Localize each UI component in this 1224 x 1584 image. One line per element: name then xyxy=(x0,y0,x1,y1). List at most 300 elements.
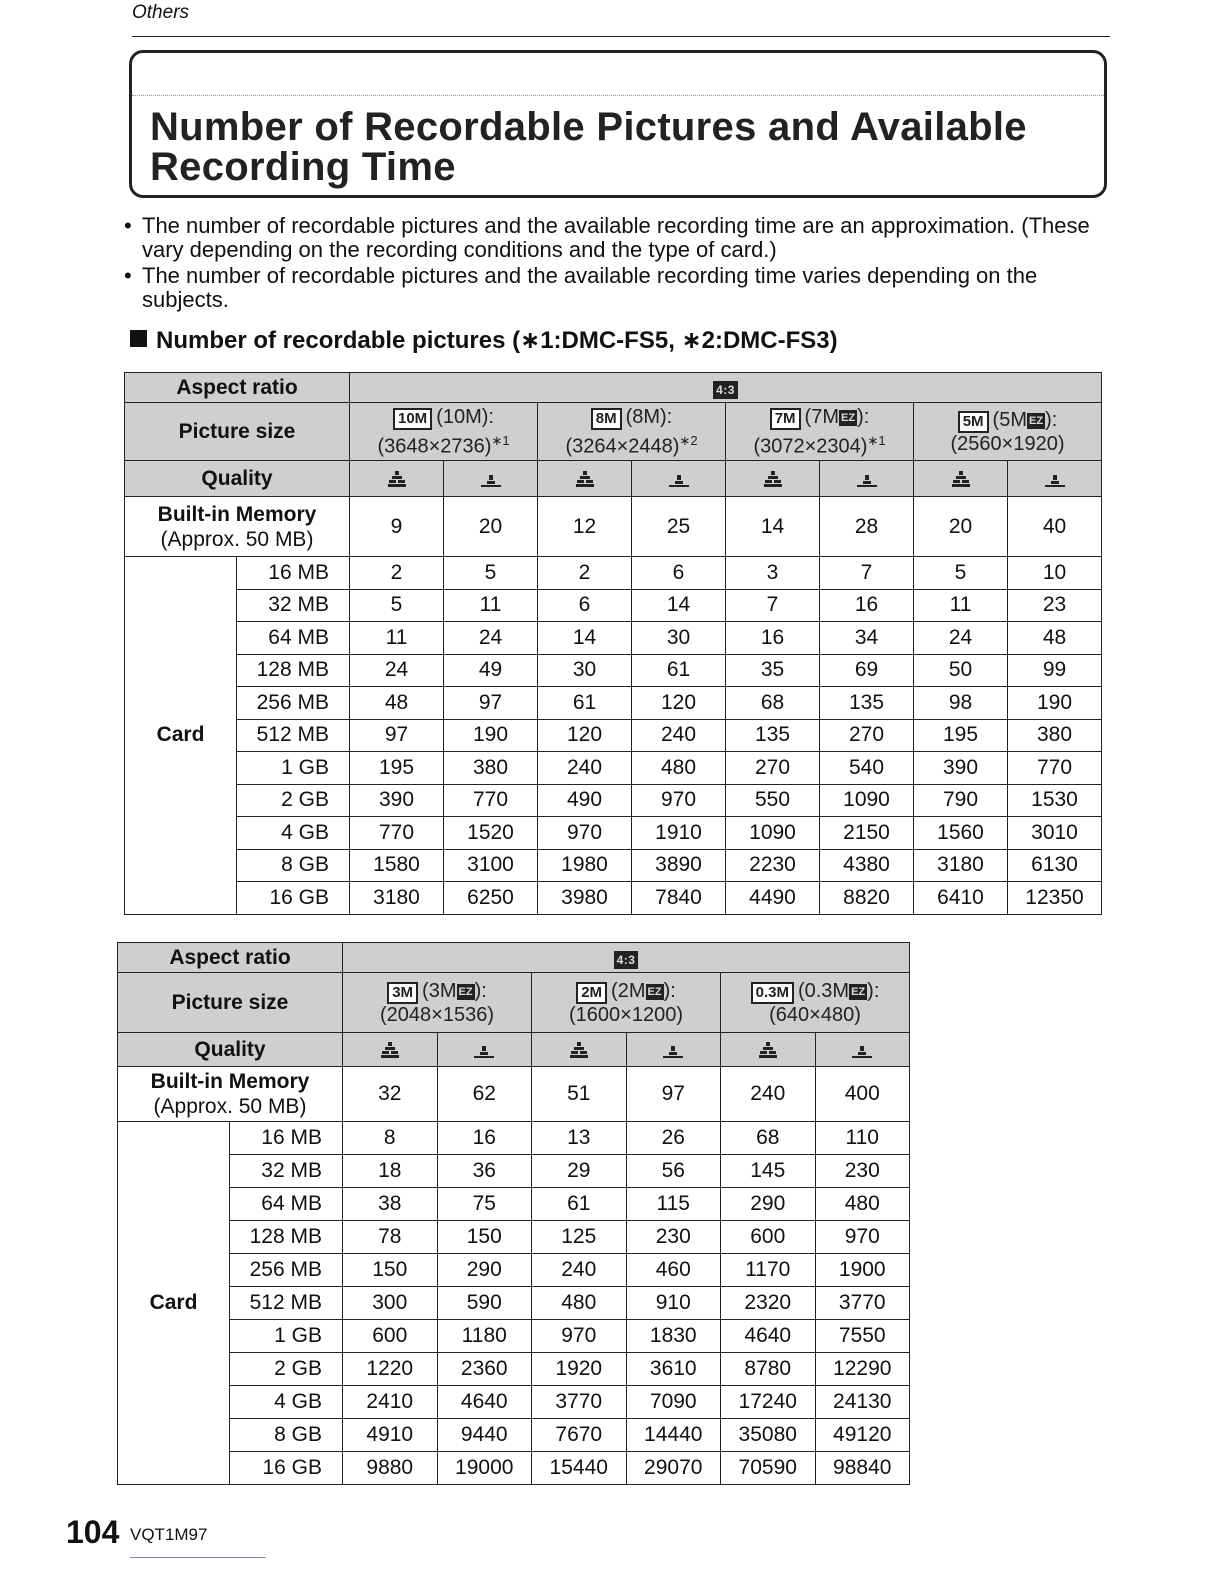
resolution-text: (2048×1536) xyxy=(380,1003,494,1026)
value-cell: 135 xyxy=(726,719,820,752)
value-cell: 1090 xyxy=(820,784,914,817)
value-cell: 380 xyxy=(1008,719,1102,752)
footer-underline xyxy=(130,1557,266,1558)
value-cell: 7670 xyxy=(532,1419,627,1452)
picture-resolution xyxy=(538,430,725,458)
value-cell: 1090 xyxy=(726,817,820,850)
value-cell: 97 xyxy=(350,719,444,752)
value-cell: 970 xyxy=(532,1320,627,1353)
value-cell: 7 xyxy=(820,557,914,590)
picture-size-cell xyxy=(538,403,726,461)
card-label: Card xyxy=(125,557,237,915)
value-cell: 5 xyxy=(444,557,538,590)
picture-size-row xyxy=(118,973,910,1033)
value-cell: 28 xyxy=(820,497,914,557)
picture-size-name xyxy=(532,980,720,1004)
value-cell: 14 xyxy=(538,622,632,655)
paren-close: ): xyxy=(663,979,676,1002)
builtin-memory-row xyxy=(125,497,1102,557)
note-item xyxy=(120,214,1110,262)
picture-size-cell xyxy=(350,403,538,461)
model-note: ∗1 xyxy=(491,432,510,448)
card-capacity: 128 MB xyxy=(230,1221,343,1254)
value-cell: 190 xyxy=(444,719,538,752)
quality-standard-icon xyxy=(851,1041,873,1059)
value-cell: 29070 xyxy=(626,1452,721,1485)
resolution-text: (3072×2304) xyxy=(753,435,868,458)
quality-row xyxy=(118,1033,910,1067)
value-cell: 34 xyxy=(820,622,914,655)
value-cell: 120 xyxy=(538,719,632,752)
bullet-icon: • xyxy=(124,213,132,238)
value-cell: 3980 xyxy=(538,882,632,915)
value-cell: 19000 xyxy=(437,1452,532,1485)
resolution-text: (3264×2448) xyxy=(565,435,680,458)
value-cell: 3180 xyxy=(914,849,1008,882)
value-cell: 3180 xyxy=(350,882,444,915)
subheading-text: Number of recordable pictures (∗1:DMC-FS5, ∗2:DMC-FS3) xyxy=(156,327,838,354)
title-divider xyxy=(132,95,1104,96)
value-cell: 78 xyxy=(343,1221,438,1254)
value-cell: 1580 xyxy=(350,849,444,882)
model-note: ∗2 xyxy=(679,432,698,448)
value-cell: 5 xyxy=(914,557,1008,590)
value-cell: 3770 xyxy=(532,1386,627,1419)
card-capacity: 512 MB xyxy=(237,719,350,752)
builtin-memory-label xyxy=(125,497,350,557)
value-cell: 9880 xyxy=(343,1452,438,1485)
value-cell: 270 xyxy=(726,752,820,785)
picture-resolution xyxy=(914,433,1101,455)
quality-standard-cell xyxy=(815,1033,910,1067)
value-cell: 29 xyxy=(532,1155,627,1188)
card-row xyxy=(125,849,1102,882)
value-cell: 9 xyxy=(350,497,444,557)
document-code: VQT1M97 xyxy=(130,1525,208,1544)
card-row xyxy=(125,654,1102,687)
value-cell: 3 xyxy=(726,557,820,590)
notes-list xyxy=(120,214,1110,314)
paren-close: ): xyxy=(857,405,870,428)
quality-standard-cell xyxy=(632,461,726,497)
value-cell: 4380 xyxy=(820,849,914,882)
value-cell: 6 xyxy=(632,557,726,590)
value-cell: 290 xyxy=(437,1254,532,1287)
quality-fine-cell xyxy=(538,461,632,497)
card-capacity: 256 MB xyxy=(230,1254,343,1287)
quality-standard-cell xyxy=(820,461,914,497)
card-row xyxy=(118,1188,910,1221)
picture-size-label-text: (0.3M xyxy=(797,979,850,1002)
value-cell: 16 xyxy=(726,622,820,655)
value-cell: 35080 xyxy=(721,1419,816,1452)
picture-size-label: Picture size xyxy=(125,403,350,461)
value-cell: 240 xyxy=(721,1067,816,1122)
note-text: The number of recordable pictures and the available recording time are an approximation. (These vary depending on the recording conditions and the type of card.) xyxy=(142,213,1090,262)
picture-size-label-text: (2M xyxy=(611,979,646,1002)
value-cell: 23 xyxy=(1008,589,1102,622)
value-cell: 230 xyxy=(815,1155,910,1188)
section-label: Others xyxy=(132,2,190,23)
value-cell: 48 xyxy=(1008,622,1102,655)
card-capacity: 8 GB xyxy=(230,1419,343,1452)
value-cell: 1980 xyxy=(538,849,632,882)
value-cell: 6410 xyxy=(914,882,1008,915)
value-cell: 61 xyxy=(632,654,726,687)
value-cell: 380 xyxy=(444,752,538,785)
card-row xyxy=(125,687,1102,720)
aspect-ratio-value xyxy=(350,373,1102,403)
extended-zoom-icon: EZ xyxy=(841,411,856,424)
card-row xyxy=(118,1419,910,1452)
value-cell: 8 xyxy=(343,1122,438,1155)
card-row xyxy=(125,784,1102,817)
card-row xyxy=(118,1155,910,1188)
card-capacity: 16 MB xyxy=(237,557,350,590)
value-cell: 24 xyxy=(444,622,538,655)
picture-size-icon: 5M xyxy=(958,411,989,433)
picture-size-name xyxy=(343,980,531,1004)
value-cell: 62 xyxy=(437,1067,532,1122)
value-cell: 98 xyxy=(914,687,1008,720)
picture-size-name xyxy=(538,406,725,430)
value-cell: 3890 xyxy=(632,849,726,882)
card-row xyxy=(118,1320,910,1353)
value-cell: 2230 xyxy=(726,849,820,882)
picture-size-name xyxy=(350,406,537,430)
extended-zoom-icon: EZ xyxy=(851,985,866,998)
value-cell: 49120 xyxy=(815,1419,910,1452)
quality-label: Quality xyxy=(125,461,350,497)
value-cell: 13 xyxy=(532,1122,627,1155)
page-number: 104 xyxy=(66,1514,120,1550)
value-cell: 1910 xyxy=(632,817,726,850)
picture-size-cell xyxy=(532,973,721,1033)
picture-size-cell xyxy=(726,403,914,461)
resolution-text: (640×480) xyxy=(769,1003,861,1026)
value-cell: 7840 xyxy=(632,882,726,915)
recordable-pictures-table-2 xyxy=(117,942,910,1485)
value-cell: 770 xyxy=(1008,752,1102,785)
card-row xyxy=(125,557,1102,590)
value-cell: 115 xyxy=(626,1188,721,1221)
value-cell: 24130 xyxy=(815,1386,910,1419)
value-cell: 3010 xyxy=(1008,817,1102,850)
aspect-ratio-row xyxy=(125,373,1102,403)
paren-close: ): xyxy=(1045,408,1058,431)
value-cell: 3100 xyxy=(444,849,538,882)
value-cell: 61 xyxy=(532,1188,627,1221)
quality-standard-icon xyxy=(662,1041,684,1059)
value-cell: 35 xyxy=(726,654,820,687)
value-cell: 4490 xyxy=(726,882,820,915)
value-cell: 20 xyxy=(444,497,538,557)
quality-fine-cell xyxy=(532,1033,627,1067)
builtin-memory-capacity: (Approx. 50 MB) xyxy=(153,1095,307,1118)
value-cell: 18 xyxy=(343,1155,438,1188)
value-cell: 50 xyxy=(914,654,1008,687)
resolution-text: (2560×1920) xyxy=(950,432,1065,455)
picture-resolution xyxy=(721,1004,909,1026)
value-cell: 1220 xyxy=(343,1353,438,1386)
builtin-memory-row xyxy=(118,1067,910,1122)
value-cell: 16 xyxy=(437,1122,532,1155)
quality-standard-icon xyxy=(480,470,502,488)
quality-fine-cell xyxy=(343,1033,438,1067)
value-cell: 120 xyxy=(632,687,726,720)
quality-standard-icon xyxy=(1044,470,1066,488)
value-cell: 3770 xyxy=(815,1287,910,1320)
value-cell: 2 xyxy=(350,557,444,590)
value-cell: 61 xyxy=(538,687,632,720)
value-cell: 69 xyxy=(820,654,914,687)
value-cell: 195 xyxy=(914,719,1008,752)
value-cell: 12 xyxy=(538,497,632,557)
picture-resolution xyxy=(726,430,913,458)
value-cell: 1530 xyxy=(1008,784,1102,817)
picture-size-label-text: (3M xyxy=(422,979,457,1002)
picture-size-icon: 10M xyxy=(393,408,432,430)
value-cell: 8820 xyxy=(820,882,914,915)
picture-size-name xyxy=(914,409,1101,433)
builtin-memory-label xyxy=(118,1067,343,1122)
value-cell: 97 xyxy=(626,1067,721,1122)
value-cell: 11 xyxy=(444,589,538,622)
value-cell: 9440 xyxy=(437,1419,532,1452)
extended-zoom-icon: EZ xyxy=(647,985,662,998)
value-cell: 12290 xyxy=(815,1353,910,1386)
value-cell: 14 xyxy=(726,497,820,557)
card-capacity: 2 GB xyxy=(237,784,350,817)
card-capacity: 8 GB xyxy=(237,849,350,882)
value-cell: 480 xyxy=(632,752,726,785)
value-cell: 770 xyxy=(444,784,538,817)
card-capacity: 512 MB xyxy=(230,1287,343,1320)
quality-row xyxy=(125,461,1102,497)
builtin-memory-title: Built-in Memory xyxy=(157,502,317,526)
value-cell: 110 xyxy=(815,1122,910,1155)
picture-size-cell xyxy=(343,973,532,1033)
value-cell: 68 xyxy=(726,687,820,720)
quality-fine-cell xyxy=(350,461,444,497)
picture-size-icon: 8M xyxy=(591,408,622,430)
value-cell: 600 xyxy=(343,1320,438,1353)
card-capacity: 16 GB xyxy=(230,1452,343,1485)
aspect-4-3-icon: 4:3 xyxy=(614,951,639,969)
paren-close: ): xyxy=(474,979,487,1002)
picture-size-icon: 3M xyxy=(387,982,418,1004)
picture-size-cell xyxy=(914,403,1102,461)
value-cell: 2 xyxy=(538,557,632,590)
picture-size-row xyxy=(125,403,1102,461)
value-cell: 70590 xyxy=(721,1452,816,1485)
quality-fine-icon xyxy=(386,470,408,488)
card-row xyxy=(125,817,1102,850)
value-cell: 68 xyxy=(721,1122,816,1155)
aspect-ratio-row xyxy=(118,943,910,973)
value-cell: 195 xyxy=(350,752,444,785)
value-cell: 11 xyxy=(914,589,1008,622)
picture-size-cell xyxy=(721,973,910,1033)
value-cell: 36 xyxy=(437,1155,532,1188)
value-cell: 480 xyxy=(815,1188,910,1221)
value-cell: 400 xyxy=(815,1067,910,1122)
value-cell: 1900 xyxy=(815,1254,910,1287)
quality-fine-cell xyxy=(726,461,820,497)
value-cell: 11 xyxy=(350,622,444,655)
value-cell: 390 xyxy=(350,784,444,817)
quality-label: Quality xyxy=(118,1033,343,1067)
picture-resolution xyxy=(343,1004,531,1026)
value-cell: 26 xyxy=(626,1122,721,1155)
quality-fine-icon xyxy=(379,1041,401,1059)
value-cell: 135 xyxy=(820,687,914,720)
value-cell: 150 xyxy=(343,1254,438,1287)
value-cell: 460 xyxy=(626,1254,721,1287)
value-cell: 190 xyxy=(1008,687,1102,720)
bullet-icon: • xyxy=(124,263,132,288)
card-row xyxy=(118,1452,910,1485)
picture-size-name xyxy=(721,980,909,1004)
card-capacity: 64 MB xyxy=(237,622,350,655)
value-cell: 99 xyxy=(1008,654,1102,687)
card-capacity: 256 MB xyxy=(237,687,350,720)
card-capacity: 32 MB xyxy=(230,1155,343,1188)
extended-zoom-icon: EZ xyxy=(458,985,473,998)
value-cell: 6250 xyxy=(444,882,538,915)
value-cell: 270 xyxy=(820,719,914,752)
value-cell: 2320 xyxy=(721,1287,816,1320)
picture-size-label: Picture size xyxy=(118,973,343,1033)
value-cell: 32 xyxy=(343,1067,438,1122)
picture-size-label-text: (7M xyxy=(804,405,839,428)
picture-size-icon: 7M xyxy=(770,408,801,430)
value-cell: 1920 xyxy=(532,1353,627,1386)
value-cell: 40 xyxy=(1008,497,1102,557)
value-cell: 970 xyxy=(632,784,726,817)
value-cell: 30 xyxy=(538,654,632,687)
picture-resolution xyxy=(350,430,537,458)
quality-fine-cell xyxy=(914,461,1008,497)
card-row xyxy=(125,882,1102,915)
quality-fine-icon xyxy=(574,470,596,488)
value-cell: 230 xyxy=(626,1221,721,1254)
quality-standard-cell xyxy=(626,1033,721,1067)
value-cell: 390 xyxy=(914,752,1008,785)
quality-fine-icon xyxy=(762,470,784,488)
aspect-ratio-value xyxy=(343,943,910,973)
quality-standard-icon xyxy=(473,1041,495,1059)
resolution-text: (3648×2736) xyxy=(377,435,492,458)
builtin-memory-title: Built-in Memory xyxy=(150,1070,310,1093)
subheading xyxy=(130,326,838,355)
value-cell: 17240 xyxy=(721,1386,816,1419)
value-cell: 24 xyxy=(350,654,444,687)
value-cell: 20 xyxy=(914,497,1008,557)
picture-size-label-text: (8M): xyxy=(625,405,673,428)
picture-resolution xyxy=(532,1004,720,1026)
value-cell: 24 xyxy=(914,622,1008,655)
page-title xyxy=(150,107,1027,187)
value-cell: 75 xyxy=(437,1188,532,1221)
picture-size-label-text: (10M): xyxy=(436,405,494,428)
value-cell: 590 xyxy=(437,1287,532,1320)
value-cell: 125 xyxy=(532,1221,627,1254)
value-cell: 910 xyxy=(626,1287,721,1320)
recordable-pictures-table-1 xyxy=(124,372,1102,915)
picture-size-name xyxy=(726,406,913,430)
value-cell: 970 xyxy=(815,1221,910,1254)
card-row xyxy=(118,1122,910,1155)
value-cell: 540 xyxy=(820,752,914,785)
value-cell: 240 xyxy=(538,752,632,785)
quality-fine-icon xyxy=(568,1041,590,1059)
card-capacity: 1 GB xyxy=(230,1320,343,1353)
card-capacity: 2 GB xyxy=(230,1353,343,1386)
page-title-line2: Recording Time xyxy=(150,145,456,189)
aspect-4-3-icon: 4:3 xyxy=(713,381,738,399)
value-cell: 8780 xyxy=(721,1353,816,1386)
card-capacity: 16 MB xyxy=(230,1122,343,1155)
value-cell: 1830 xyxy=(626,1320,721,1353)
value-cell: 1520 xyxy=(444,817,538,850)
value-cell: 12350 xyxy=(1008,882,1102,915)
card-capacity: 16 GB xyxy=(237,882,350,915)
value-cell: 1170 xyxy=(721,1254,816,1287)
value-cell: 56 xyxy=(626,1155,721,1188)
value-cell: 6 xyxy=(538,589,632,622)
value-cell: 480 xyxy=(532,1287,627,1320)
value-cell: 970 xyxy=(538,817,632,850)
extended-zoom-icon: EZ xyxy=(1029,414,1044,427)
value-cell: 51 xyxy=(532,1067,627,1122)
card-row xyxy=(118,1221,910,1254)
value-cell: 30 xyxy=(632,622,726,655)
card-capacity: 1 GB xyxy=(237,752,350,785)
title-box xyxy=(129,50,1107,198)
value-cell: 1560 xyxy=(914,817,1008,850)
value-cell: 97 xyxy=(444,687,538,720)
value-cell: 3610 xyxy=(626,1353,721,1386)
value-cell: 2410 xyxy=(343,1386,438,1419)
value-cell: 6130 xyxy=(1008,849,1102,882)
page-title-line1: Number of Recordable Pictures and Available xyxy=(150,105,1027,149)
card-capacity: 4 GB xyxy=(237,817,350,850)
card-row xyxy=(118,1386,910,1419)
value-cell: 4910 xyxy=(343,1419,438,1452)
aspect-ratio-label: Aspect ratio xyxy=(125,373,350,403)
quality-fine-icon xyxy=(950,470,972,488)
value-cell: 14 xyxy=(632,589,726,622)
value-cell: 98840 xyxy=(815,1452,910,1485)
quality-standard-cell xyxy=(437,1033,532,1067)
note-item xyxy=(120,264,1110,312)
value-cell: 16 xyxy=(820,589,914,622)
value-cell: 145 xyxy=(721,1155,816,1188)
top-rule xyxy=(132,36,1110,37)
model-note: ∗1 xyxy=(867,432,886,448)
value-cell: 2150 xyxy=(820,817,914,850)
value-cell: 790 xyxy=(914,784,1008,817)
card-row xyxy=(125,622,1102,655)
quality-standard-icon xyxy=(668,470,690,488)
value-cell: 300 xyxy=(343,1287,438,1320)
value-cell: 600 xyxy=(721,1221,816,1254)
value-cell: 7090 xyxy=(626,1386,721,1419)
picture-size-label-text: (5M xyxy=(992,408,1027,431)
value-cell: 48 xyxy=(350,687,444,720)
value-cell: 4640 xyxy=(437,1386,532,1419)
